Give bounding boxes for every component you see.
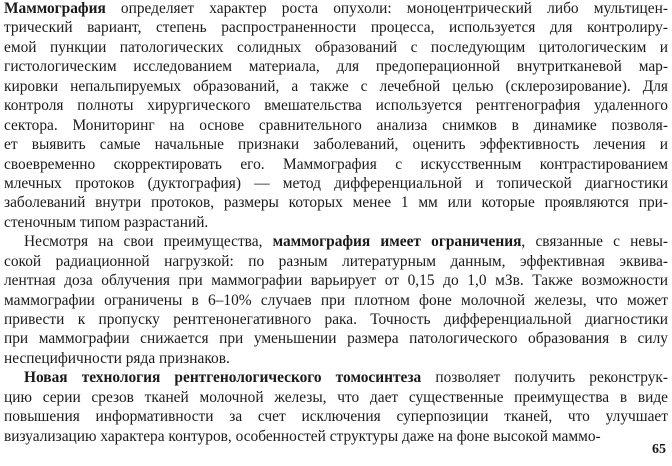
text-segment: емой пункции патологических солидных образований с последующим цитологическим и [4,38,668,56]
text-segment: , связанные с невы- [521,233,668,251]
text-segment: стеночным типом разрастаний. [4,213,209,231]
text-line [4,388,668,407]
text-line [4,57,668,76]
text-segment: млечных протоков (дуктография) — метод дифференциальной и топической диагностики [4,174,668,192]
text-segment: повышения информативности за счет исключения суперпозиции тканей, что улучшает [4,408,668,426]
text-line [4,213,668,232]
text-segment: заболеваний внутри протоков, размеры которых менее 1 мм или которые проявляются при- [4,194,668,212]
text-line [4,0,668,18]
text-line [4,193,668,212]
paragraph [4,232,668,368]
bold-term: маммография имеет ограничения [272,233,522,251]
text-line [4,155,668,174]
text-line [4,368,668,387]
text-segment: лентная доза облучения при маммографии варьирует от 0,15 до 1,0 мЗв. Также возможности [4,272,668,290]
text-line [4,77,668,96]
paragraph [4,368,668,446]
text-segment: цию серии срезов тканей молочной железы, что дает существенные преимущества в виде [4,388,668,406]
text-line [4,232,668,251]
text-line [4,310,668,329]
text-line [4,116,668,135]
text-segment: позволяет получить реконструк- [421,369,668,387]
text-line [4,96,668,115]
text-line [4,291,668,310]
text-segment: ет выявить самые начальные признаки заболеваний, оценить эффективность лечения и [4,136,668,154]
text-segment: при маммографии снижается при уменьшении размера патологического образования в силу [4,330,668,348]
text-segment: Несмотря на свои преимущества, [24,233,273,251]
text-line [4,329,668,348]
text-line [4,252,668,271]
text-segment: сокой радиационной нагрузкой: по разным литературным данным, эффективная эквива- [4,252,668,270]
text-line [4,174,668,193]
text-segment: привести к пропуску рентгенонегативного рака. Точность дифференциальной диагностики [4,311,668,328]
page-number: 65 [652,442,666,457]
text-segment: сектора. Мониторинг на основе сравнительного анализа снимков в динамике позволя- [4,116,668,134]
text-segment: своевременно скорректировать его. Маммография с искусственным контрастированием [4,155,668,173]
text-line [4,38,668,57]
text-segment: трический вариант, степень распространенности процесса, используется для контролиру- [4,19,668,37]
text-segment: гистологическим исследованием материала, для предоперационной внутритканевой мар- [4,58,668,76]
text-line [4,427,668,446]
text-segment: неспецифичности ряда признаков. [4,349,230,367]
text-line [4,407,668,426]
text-line [4,18,668,37]
text-segment: контроля полноты хирургического вмешательства используется рентгенография удаленного [4,97,668,115]
bold-term: Маммография [4,0,106,17]
document-body [4,0,668,446]
text-segment: определяет характер роста опухоли: моноцентрический либо мультицен- [105,0,668,17]
paragraph [4,0,668,232]
text-segment: визуализацию характера контуров, особенностей структуры даже на фоне высокой маммо- [4,427,601,445]
text-line [4,349,668,368]
bold-term: Новая технология рентгенологического томосинтеза [24,369,422,387]
text-line [4,271,668,290]
text-segment: кировки непальпируемых образований, а также с лечебной целью (склерозирование). Для [4,77,668,95]
document-page [4,0,668,446]
text-line [4,135,668,154]
text-segment: маммографии ограничены в 6–10% случаев при плотном фоне молочной железы, что может [4,291,668,309]
